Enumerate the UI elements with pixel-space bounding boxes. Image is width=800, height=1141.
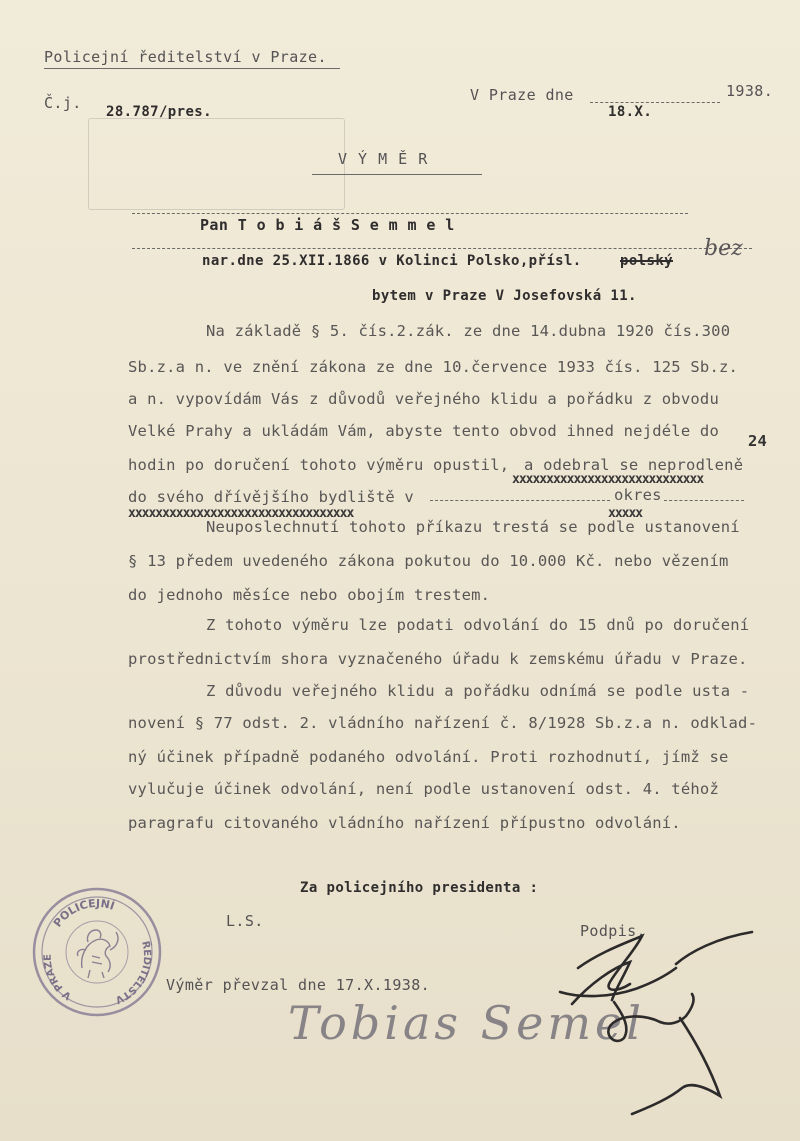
okres-label: okres: [614, 486, 662, 504]
recipient-signature: Tobias Semel: [288, 996, 645, 1050]
para1-line-1: Na základě § 5. čís.2.zák. ze dne 14.dubna 1920 čís.300: [206, 322, 731, 340]
struck-nationality: polský: [620, 253, 673, 269]
for-police-president: Za policejního presidenta :: [300, 880, 539, 896]
blank-okres-line: [664, 500, 744, 501]
faded-stamp-area: [88, 118, 345, 210]
date-day-month: 18.X.: [608, 104, 653, 120]
seal-text-left: V PRAZE: [42, 953, 74, 1002]
xmark-strike-1: xxxxxxxxxxxxxxxxxxxxxxxxxxxx: [512, 472, 704, 487]
received-note: Výměr převzal dne 17.X.1938.: [166, 976, 431, 994]
seal-text-top: POLICEJNÍ: [50, 896, 117, 930]
handwritten-bez: bez: [704, 236, 743, 261]
para2-line-3: do jednoho měsíce nebo obojím trestem.: [128, 586, 491, 604]
addressee-rule-top: [132, 213, 688, 214]
locus-sigilli: L.S.: [226, 912, 264, 930]
date-line: [590, 102, 720, 103]
blank-place-line: [430, 500, 610, 501]
signature-label: Podpis.: [580, 922, 647, 940]
para4-line-1: Z důvodu veřejného klidu a pořádku odnímá se podle usta -: [206, 682, 750, 700]
hours-number: 24: [748, 432, 768, 450]
para4-line-5: paragrafu citovaného vládního nařízení přípustno odvolání.: [128, 814, 681, 832]
para2-line-1: Neuposlechnutí tohoto příkazu trestá se podle ustanovení: [206, 518, 740, 536]
struck-phrase-return: a odebral se neprodleně: [524, 456, 744, 474]
place-label: V Praze dne: [470, 86, 574, 104]
reference-number: 28.787/pres.: [106, 104, 212, 120]
document-title: V Ý M Ě R: [338, 150, 429, 168]
date-year: 1938.: [726, 82, 774, 100]
para4-line-3: ný účinek případně podaného odvolání. Proti rozhodnutí, jímž se: [128, 748, 729, 766]
police-directorate-seal: [30, 886, 164, 1018]
para1-line-2: Sb.z.a n. ve znění zákona ze dne 10.července 1933 čís. 125 Sb.z.: [128, 358, 739, 376]
para3-line-2: prostřednictvím shora vyznačeného úřadu k zemskému úřadu v Praze.: [128, 650, 748, 668]
seal-lion-icon: [77, 930, 118, 978]
official-signature-scribble: [520, 918, 780, 1128]
birth-line: nar.dne 25.XII.1866 v Kolinci Polsko,přísl.: [202, 253, 582, 269]
para4-line-2: novení § 77 odst. 2. vládního nařízení č. 8/1928 Sb.z.a n. odklad-: [128, 714, 758, 732]
para1-line-3: a n. vypovídám Vás z důvodů veřejného klidu a pořádku z obvodu: [128, 390, 719, 408]
struck-phrase-residence: do svého dřívějšího bydliště v: [128, 488, 414, 506]
xmark-strike-2: xxxxxxxxxxxxxxxxxxxxxxxxxxxxxxxxx: [128, 506, 354, 521]
authority-underline: [44, 68, 340, 69]
addressee-rule-bottom: [132, 248, 752, 249]
para4-line-4: vylučuje účinek odvolání, není podle ustanovení odst. 4. téhož: [128, 780, 719, 798]
para1-line-5: hodin po doručení tohoto výměru opustil,: [128, 456, 510, 474]
title-underline: [312, 174, 482, 175]
issuing-authority: Policejní ředitelství v Praze.: [44, 48, 327, 66]
seal-text-right: ŘEDITELSTV: [113, 940, 153, 1006]
reference-label: Č.j.: [44, 94, 82, 112]
para1-line-4: Velké Prahy a ukládám Vám, abyste tento obvod ihned nejdéle do: [128, 422, 719, 440]
para3-line-1: Z tohoto výměru lze podati odvolání do 15 dnů po doručení: [206, 616, 750, 634]
residence-line: bytem v Praze V Josefovská 11.: [372, 288, 637, 304]
addressee-name: Pan T o b i á š S e m m e l: [200, 216, 455, 234]
xmark-strike-3: xxxxx: [608, 506, 643, 521]
para2-line-2: § 13 předem uvedeného zákona pokutou do 10.000 Kč. nebo vězením: [128, 552, 729, 570]
